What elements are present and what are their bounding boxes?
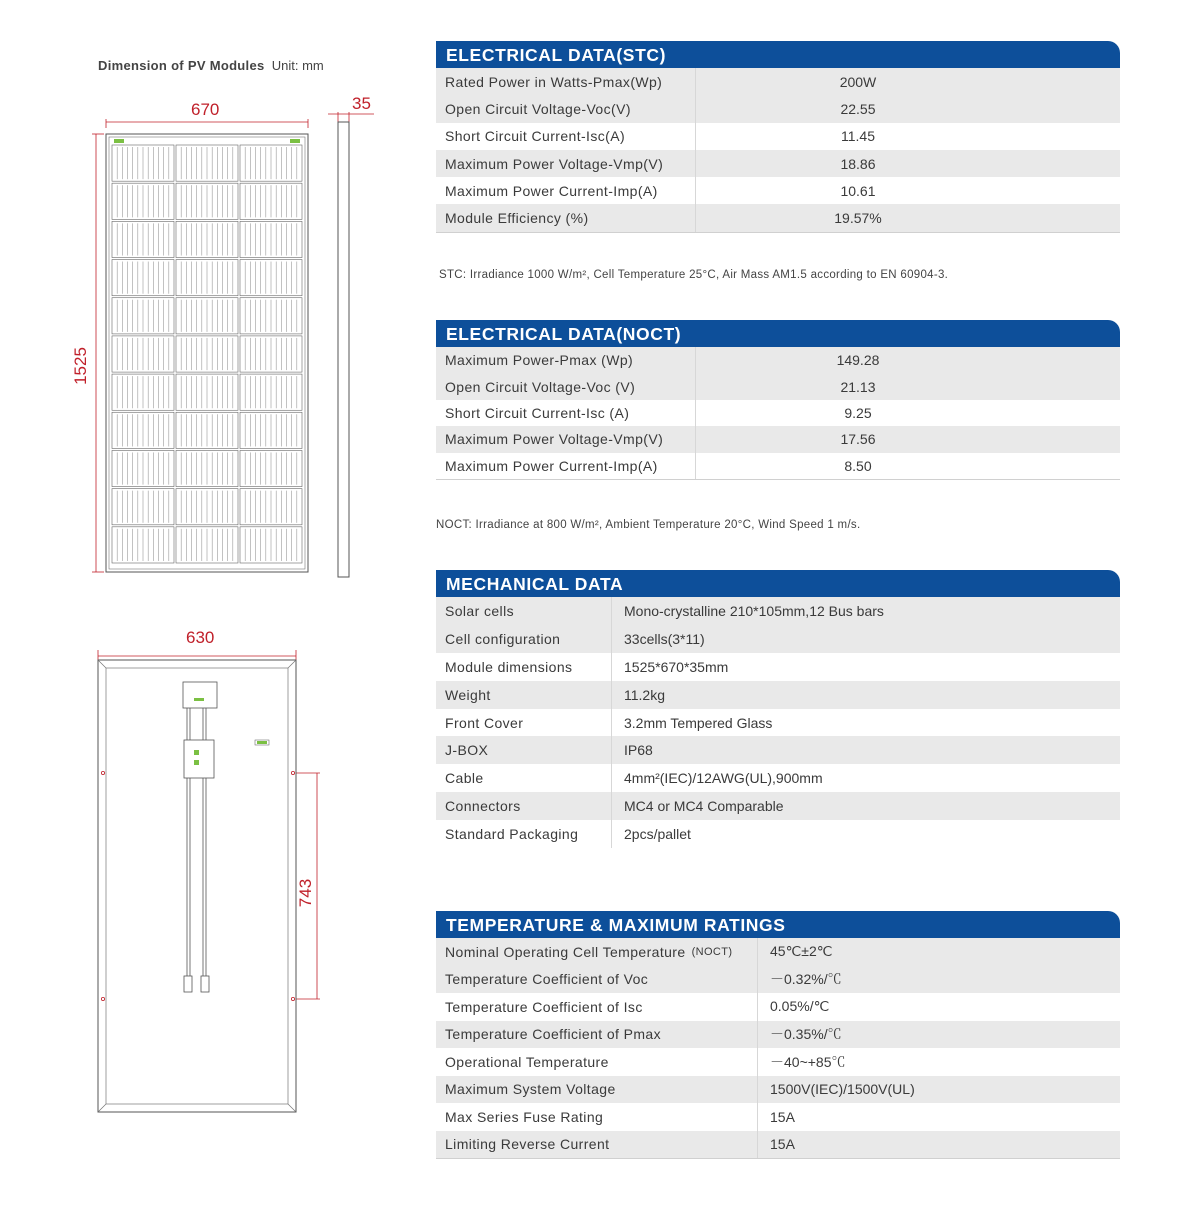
row-label-text: Short Circuit Current-Isc(A)	[445, 128, 626, 145]
table-row	[436, 150, 1120, 177]
table-row	[436, 453, 1120, 479]
row-value-text: －40~+85℃	[770, 1053, 846, 1070]
row-label	[436, 1021, 758, 1049]
table-row	[436, 1076, 1120, 1104]
row-value-text: 15A	[770, 1108, 795, 1125]
row-label-text: Maximum Power Voltage-Vmp(V)	[445, 431, 664, 448]
row-value-text: 2pcs/pallet	[624, 826, 691, 843]
stc-table	[436, 68, 1120, 233]
row-label	[436, 1131, 758, 1159]
row-label-text: Module dimensions	[445, 658, 573, 675]
noct-table	[436, 347, 1120, 480]
row-label	[436, 792, 612, 820]
row-value	[696, 426, 1120, 452]
mechanical-header: MECHANICAL DATA	[436, 570, 1120, 597]
row-label-text: Maximum Power Current-Imp(A)	[445, 457, 658, 474]
row-label	[436, 400, 696, 426]
row-label	[436, 820, 612, 848]
row-label	[436, 150, 696, 177]
side-thickness-label: 35	[352, 94, 371, 113]
row-label-text: Rated Power in Watts-Pmax(Wp)	[445, 73, 663, 90]
stc-header: ELECTRICAL DATA(STC)	[436, 41, 1120, 68]
table-row	[436, 966, 1120, 994]
stc-note: STC: Irradiance 1000 W/m², Cell Temperature 25°C, Air Mass AM1.5 according to EN 60904-3.	[439, 269, 949, 281]
row-label	[436, 938, 758, 966]
row-value-text: 21.13	[840, 378, 876, 395]
mechanical-section	[436, 570, 1120, 848]
table-row	[436, 625, 1120, 653]
row-label-text: Maximum Power Current-Imp(A)	[445, 182, 658, 199]
row-label	[436, 204, 696, 231]
row-label-text: Maximum Power Voltage-Vmp(V)	[445, 155, 664, 172]
table-row	[436, 736, 1120, 764]
table-row	[436, 95, 1120, 122]
row-label	[436, 177, 696, 204]
table-row	[436, 400, 1120, 426]
table-row	[436, 938, 1120, 966]
mount-spacing-label: 743	[296, 878, 316, 908]
row-label	[436, 681, 612, 709]
noct-header: ELECTRICAL DATA(NOCT)	[436, 320, 1120, 347]
table-row	[436, 123, 1120, 150]
table-row	[436, 792, 1120, 820]
row-label-text: Front Cover	[445, 714, 524, 731]
row-label-text: Temperature Coefficient of Isc	[445, 998, 643, 1015]
row-value-text: 22.55	[840, 100, 876, 117]
row-label-text: Nominal Operating Cell Temperature	[445, 943, 686, 960]
row-value	[612, 653, 1120, 681]
stc-section	[436, 41, 1120, 233]
row-value	[612, 792, 1120, 820]
row-label-text: Open Circuit Voltage-Voc(V)	[445, 100, 631, 117]
row-value	[612, 681, 1120, 709]
table-row	[436, 709, 1120, 737]
noct-note: NOCT: Irradiance at 800 W/m², Ambient Temperature 20°C, Wind Speed 1 m/s.	[436, 519, 861, 531]
table-row	[436, 681, 1120, 709]
row-value	[696, 204, 1120, 231]
row-value	[696, 123, 1120, 150]
row-label	[436, 1103, 758, 1131]
row-label	[436, 95, 696, 122]
table-row	[436, 653, 1120, 681]
table-row	[436, 373, 1120, 399]
row-value-text: 10.61	[840, 182, 876, 199]
row-value-text: 3.2mm Tempered Glass	[624, 714, 773, 731]
row-value-text: 1500V(IEC)/1500V(UL)	[770, 1081, 915, 1098]
table-row	[436, 426, 1120, 452]
row-value-text: 33cells(3*11)	[624, 630, 705, 647]
table-row	[436, 1103, 1120, 1131]
row-value-text: 19.57%	[834, 210, 882, 227]
row-label	[436, 1048, 758, 1076]
row-value	[758, 993, 1120, 1021]
table-row	[436, 993, 1120, 1021]
table-row	[436, 177, 1120, 204]
row-value	[758, 1021, 1120, 1049]
row-value	[758, 938, 1120, 966]
row-label	[436, 123, 696, 150]
temperature-header: TEMPERATURE & MAXIMUM RATINGS	[436, 911, 1120, 938]
row-value	[758, 1048, 1120, 1076]
front-height-label: 1525	[70, 347, 90, 385]
row-label-text: Cell configuration	[445, 630, 561, 647]
row-label	[436, 653, 612, 681]
row-value	[696, 453, 1120, 479]
row-label-text: Standard Packaging	[445, 826, 579, 843]
table-row	[436, 820, 1120, 848]
row-value-text: 11.2kg	[624, 686, 665, 703]
mechanical-table	[436, 597, 1120, 848]
row-value	[612, 736, 1120, 764]
row-value-text: 9.25	[844, 404, 872, 421]
row-value	[612, 820, 1120, 848]
table-row	[436, 597, 1120, 625]
row-label-text: Max Series Fuse Rating	[445, 1108, 604, 1125]
row-value	[696, 400, 1120, 426]
row-label	[436, 764, 612, 792]
row-value-text: 18.86	[840, 155, 876, 172]
row-value-text: 1525*670*35mm	[624, 658, 729, 675]
table-row	[436, 764, 1120, 792]
table-row	[436, 1048, 1120, 1076]
noct-section	[436, 320, 1120, 480]
row-label-text: Operational Temperature	[445, 1053, 609, 1070]
row-label-suffix: (NOCT)	[691, 945, 733, 958]
row-value-text: 200W	[839, 73, 877, 90]
row-value-text: MC4 or MC4 Comparable	[624, 798, 784, 815]
row-value	[612, 597, 1120, 625]
row-label	[436, 993, 758, 1021]
row-label	[436, 426, 696, 452]
row-value	[612, 709, 1120, 737]
row-label	[436, 68, 696, 95]
row-value-text: 17.56	[840, 431, 876, 448]
row-value-text: IP68	[624, 742, 653, 759]
row-value	[696, 373, 1120, 399]
row-label	[436, 1076, 758, 1104]
row-value	[696, 150, 1120, 177]
row-label	[436, 373, 696, 399]
row-label-text: Maximum Power-Pmax (Wp)	[445, 352, 634, 369]
row-label-text: Solar cells	[445, 602, 514, 619]
row-value-text: Mono-crystalline 210*105mm,12 Bus bars	[624, 602, 884, 619]
row-value	[758, 966, 1120, 994]
row-value	[696, 95, 1120, 122]
row-value-text: 45℃±2℃	[770, 943, 833, 960]
row-label-text: Temperature Coefficient of Pmax	[445, 1026, 662, 1043]
row-label	[436, 625, 612, 653]
row-value	[758, 1103, 1120, 1131]
row-value-text: 0.05%/℃	[770, 998, 830, 1015]
row-value	[612, 625, 1120, 653]
row-label	[436, 736, 612, 764]
dimension-title: Dimension of PV Modules Unit: mm	[98, 58, 324, 73]
row-label-text: Connectors	[445, 798, 521, 815]
row-label-text: Short Circuit Current-Isc (A)	[445, 404, 630, 421]
front-width-label: 670	[191, 100, 220, 119]
table-row	[436, 1021, 1120, 1049]
row-label	[436, 966, 758, 994]
row-value	[612, 764, 1120, 792]
row-label	[436, 453, 696, 479]
row-label	[436, 709, 612, 737]
table-row	[436, 68, 1120, 95]
table-row	[436, 204, 1120, 231]
back-view-drawing	[90, 646, 330, 1118]
dimension-unit: Unit: mm	[271, 58, 324, 73]
row-label	[436, 347, 696, 373]
row-value-text: 4mm²(IEC)/12AWG(UL),900mm	[624, 770, 823, 787]
row-value	[758, 1131, 1120, 1159]
row-label-text: Temperature Coefficient of Voc	[445, 971, 649, 988]
front-view-drawing	[84, 112, 384, 582]
row-value-text: 15A	[770, 1136, 795, 1153]
table-row	[436, 347, 1120, 373]
row-value	[758, 1076, 1120, 1104]
temperature-table	[436, 938, 1120, 1159]
row-label-text: Cable	[445, 770, 484, 787]
row-label-text: Module Efficiency (%)	[445, 210, 589, 227]
temperature-section	[436, 911, 1120, 1159]
back-width-label: 630	[186, 628, 215, 647]
row-value-text: －0.35%/℃	[770, 1026, 842, 1043]
row-value-text: －0.32%/℃	[770, 971, 842, 988]
row-value-text: 11.45	[841, 128, 875, 145]
row-label	[436, 597, 612, 625]
row-value-text: 8.50	[844, 457, 872, 474]
row-label-text: J-BOX	[445, 742, 489, 759]
row-value-text: 149.28	[836, 352, 880, 369]
row-value	[696, 347, 1120, 373]
row-label-text: Maximum System Voltage	[445, 1081, 616, 1098]
row-value	[696, 68, 1120, 95]
row-value	[696, 177, 1120, 204]
row-label-text: Weight	[445, 686, 491, 703]
table-row	[436, 1131, 1120, 1159]
row-label-text: Limiting Reverse Current	[445, 1136, 610, 1153]
row-label-text: Open Circuit Voltage-Voc (V)	[445, 378, 636, 395]
